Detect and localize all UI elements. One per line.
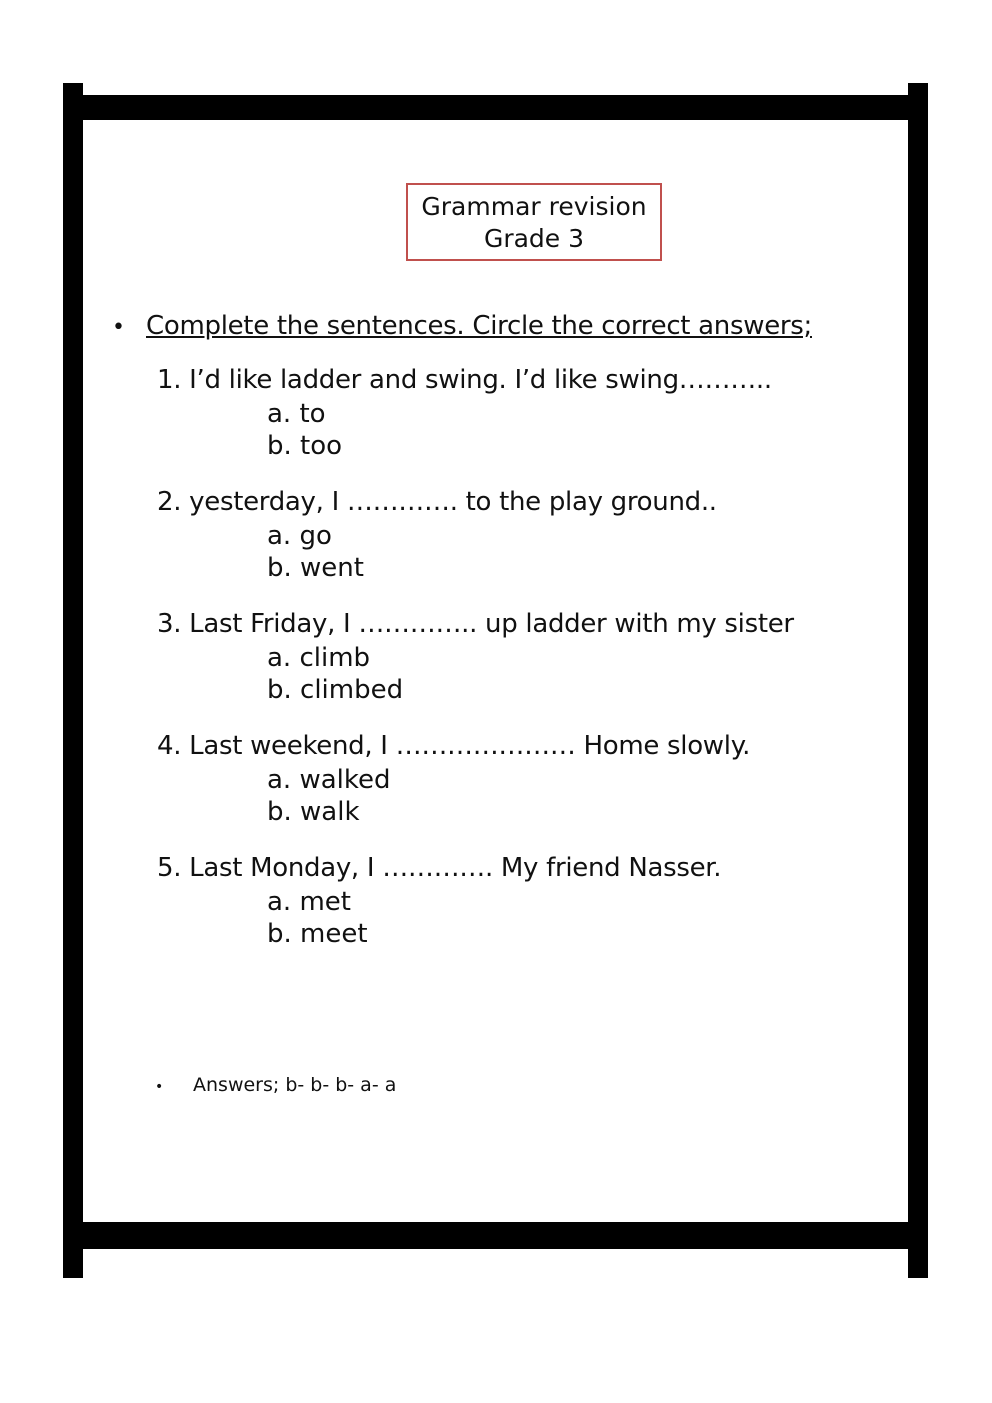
frame-top-notch (83, 83, 908, 95)
question-text: 2. yesterday, I …………. to the play ground.. (157, 487, 717, 517)
instruction-text: Complete the sentences. Circle the correct answers; (146, 311, 812, 341)
question-1 (157, 362, 877, 462)
option-b[interactable]: b. walk (267, 797, 360, 827)
option-b[interactable]: b. meet (267, 919, 368, 949)
grade-label: Grade 3 (483, 224, 585, 253)
question-5 (157, 850, 877, 950)
question-text: 4. Last weekend, I ………………… Home slowly. (157, 731, 751, 761)
option-b[interactable]: b. climbed (267, 675, 404, 705)
bullet-icon: • (155, 1079, 164, 1095)
option-b[interactable]: b. went (267, 553, 364, 583)
option-a[interactable]: a. to (267, 399, 326, 429)
question-2 (157, 484, 877, 584)
question-3 (157, 606, 877, 706)
option-b[interactable]: b. too (267, 431, 343, 461)
option-a[interactable]: a. walked (267, 765, 391, 795)
title-box (406, 183, 662, 261)
option-a[interactable]: a. climb (267, 643, 371, 673)
instruction (112, 306, 812, 348)
frame-bottom-bar (63, 1222, 928, 1249)
answer-key-text: Answers; b- b- b- a- a (193, 1074, 397, 1096)
frame-left-bar (63, 83, 83, 1278)
option-a[interactable]: a. go (267, 521, 332, 551)
question-text: 3. Last Friday, I ………….. up ladder with my sister (157, 609, 794, 639)
question-text: 5. Last Monday, I …………. My friend Nasser. (157, 853, 722, 883)
worksheet-title: Grammar revision (421, 192, 647, 221)
answer-key (155, 1072, 396, 1100)
frame-right-bar (908, 83, 928, 1278)
question-list (157, 362, 877, 972)
option-a[interactable]: a. met (267, 887, 351, 917)
question-text: 1. I’d like ladder and swing. I’d like swing……….. (157, 365, 772, 395)
bullet-icon: • (112, 315, 125, 340)
question-4 (157, 728, 877, 828)
